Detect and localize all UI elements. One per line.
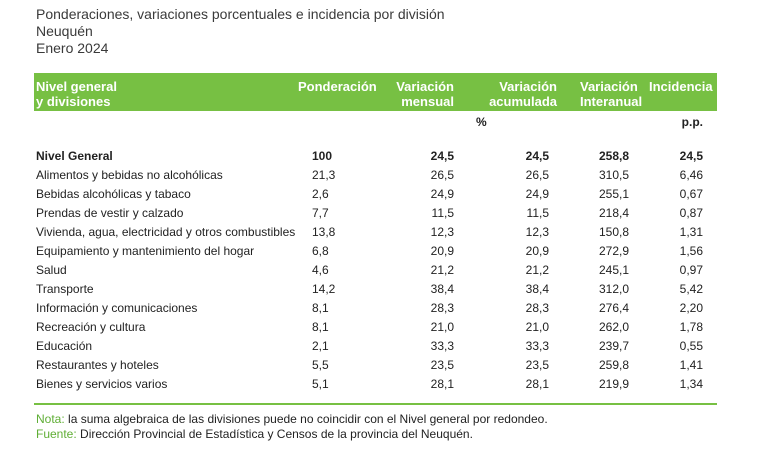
mensual-cell: 12,3 — [430, 225, 454, 239]
header-incidencia: Incidencia — [649, 79, 713, 94]
unit-pp: p.p. — [681, 115, 703, 129]
ponderacion-cell: 2,1 — [312, 339, 329, 353]
interanual-cell: 245,1 — [598, 263, 629, 277]
table-row — [34, 299, 717, 318]
table-row — [34, 337, 717, 356]
units-row — [34, 111, 717, 147]
table-row — [34, 261, 717, 280]
mensual-cell: 24,5 — [430, 149, 454, 163]
note-text: la suma algebraica de las divisiones puede no coincidir con el Nivel general por redondeo. — [68, 412, 548, 426]
table-row — [34, 204, 717, 223]
interanual-cell: 150,8 — [598, 225, 629, 239]
mensual-cell: 24,9 — [430, 187, 454, 201]
division-name: Educación — [36, 339, 93, 353]
division-name: Prendas de vestir y calzado — [36, 206, 184, 220]
table-row-total — [34, 147, 717, 166]
incidencia-cell: 0,55 — [679, 339, 703, 353]
data-table — [34, 73, 717, 394]
header-mensual-line1: Variación — [396, 79, 454, 94]
ponderacion-cell: 13,8 — [312, 225, 336, 239]
table-row — [34, 242, 717, 261]
acumulada-cell: 33,3 — [525, 339, 549, 353]
header-mensual-line2: mensual — [401, 94, 454, 109]
ponderacion-cell: 14,2 — [312, 282, 336, 296]
mensual-cell: 20,9 — [430, 244, 454, 258]
division-name: Bienes y servicios varios — [36, 377, 168, 391]
note-label: Nota: — [36, 412, 65, 426]
incidencia-cell: 0,87 — [679, 206, 703, 220]
ponderacion-cell: 100 — [312, 149, 333, 163]
header-acumulada — [489, 79, 557, 109]
table-row — [34, 166, 717, 185]
division-name: Restaurantes y hoteles — [36, 358, 159, 372]
ponderacion-cell: 5,1 — [312, 377, 329, 391]
source-line — [36, 427, 548, 442]
table-row — [34, 318, 717, 337]
incidencia-cell: 1,41 — [679, 358, 703, 372]
ponderacion-cell: 7,7 — [312, 206, 329, 220]
incidencia-cell: 1,34 — [679, 377, 703, 391]
interanual-cell: 312,0 — [598, 282, 629, 296]
incidencia-cell: 1,78 — [679, 320, 703, 334]
mensual-cell: 23,5 — [430, 358, 454, 372]
acumulada-cell: 24,9 — [525, 187, 549, 201]
table-row — [34, 185, 717, 204]
incidencia-cell: 0,97 — [679, 263, 703, 277]
interanual-cell: 276,4 — [598, 301, 629, 315]
ponderacion-cell: 6,8 — [312, 244, 329, 258]
header-ponderacion: Ponderación — [298, 79, 377, 94]
table-body — [34, 147, 717, 394]
mensual-cell: 26,5 — [430, 168, 454, 182]
table-row — [34, 223, 717, 242]
acumulada-cell: 38,4 — [525, 282, 549, 296]
acumulada-cell: 26,5 — [525, 168, 549, 182]
acumulada-cell: 20,9 — [525, 244, 549, 258]
acumulada-cell: 23,5 — [525, 358, 549, 372]
table-header — [34, 73, 717, 111]
header-acumulada-line1: Variación — [499, 79, 557, 94]
incidencia-cell: 24,5 — [679, 149, 703, 163]
interanual-cell: 255,1 — [598, 187, 629, 201]
ponderacion-cell: 4,6 — [312, 263, 329, 277]
source-label: Fuente: — [36, 427, 77, 441]
interanual-cell: 272,9 — [598, 244, 629, 258]
header-acumulada-line2: acumulada — [489, 94, 557, 109]
mensual-cell: 21,2 — [430, 263, 454, 277]
interanual-cell: 310,5 — [598, 168, 629, 182]
page-title: Ponderaciones, variaciones porcentuales e incidencia por división — [36, 6, 445, 22]
mensual-cell: 28,1 — [430, 377, 454, 391]
note-line — [36, 412, 548, 427]
ponderacion-cell: 8,1 — [312, 301, 329, 315]
header-division-line2: y divisiones — [36, 94, 111, 109]
notes-block — [36, 412, 548, 442]
unit-percent: % — [476, 115, 487, 129]
division-name: Alimentos y bebidas no alcohólicas — [36, 168, 223, 182]
table-row — [34, 375, 717, 394]
interanual-cell: 259,8 — [598, 358, 629, 372]
acumulada-cell: 24,5 — [525, 149, 549, 163]
page-subtitle-region: Neuquén — [36, 23, 93, 39]
acumulada-cell: 21,2 — [525, 263, 549, 277]
acumulada-cell: 12,3 — [525, 225, 549, 239]
mensual-cell: 28,3 — [430, 301, 454, 315]
header-division — [36, 79, 117, 109]
ponderacion-cell: 5,5 — [312, 358, 329, 372]
header-interanual — [580, 79, 642, 109]
table-row — [34, 356, 717, 375]
interanual-cell: 258,8 — [598, 149, 629, 163]
interanual-cell: 218,4 — [598, 206, 629, 220]
mensual-cell: 11,5 — [431, 206, 454, 220]
incidencia-cell: 1,56 — [679, 244, 703, 258]
mensual-cell: 21,0 — [430, 320, 454, 334]
division-name: Bebidas alcohólicas y tabaco — [36, 187, 191, 201]
division-name: Equipamiento y mantenimiento del hogar — [36, 244, 255, 258]
division-name: Salud — [36, 263, 67, 277]
source-text: Dirección Provincial de Estadística y Censos de la provincia del Neuquén. — [80, 427, 473, 441]
ponderacion-cell: 8,1 — [312, 320, 329, 334]
incidencia-cell: 6,46 — [679, 168, 703, 182]
incidencia-cell: 5,42 — [679, 282, 703, 296]
table-row — [34, 280, 717, 299]
header-interanual-line1: Variación — [580, 79, 638, 94]
division-name: Información y comunicaciones — [36, 301, 198, 315]
header-interanual-line2: Interanual — [580, 94, 643, 109]
division-name: Vivienda, agua, electricidad y otros combustibles — [36, 225, 296, 239]
title-block — [36, 6, 445, 57]
mensual-cell: 38,4 — [430, 282, 454, 296]
incidencia-cell: 0,67 — [679, 187, 703, 201]
acumulada-cell: 21,0 — [525, 320, 549, 334]
incidencia-cell: 2,20 — [679, 301, 703, 315]
incidencia-cell: 1,31 — [679, 225, 703, 239]
acumulada-cell: 11,5 — [526, 206, 549, 220]
footer-divider — [34, 403, 717, 405]
division-name: Recreación y cultura — [36, 320, 146, 334]
division-name: Transporte — [36, 282, 94, 296]
division-name: Nivel General — [36, 149, 113, 163]
acumulada-cell: 28,1 — [525, 377, 549, 391]
interanual-cell: 239,7 — [598, 339, 629, 353]
mensual-cell: 33,3 — [430, 339, 454, 353]
interanual-cell: 262,0 — [598, 320, 629, 334]
acumulada-cell: 28,3 — [525, 301, 549, 315]
header-mensual — [396, 79, 454, 109]
interanual-cell: 219,9 — [598, 377, 629, 391]
header-division-line1: Nivel general — [36, 79, 117, 94]
page-subtitle-period: Enero 2024 — [36, 40, 109, 56]
ponderacion-cell: 21,3 — [312, 168, 336, 182]
ponderacion-cell: 2,6 — [312, 187, 329, 201]
